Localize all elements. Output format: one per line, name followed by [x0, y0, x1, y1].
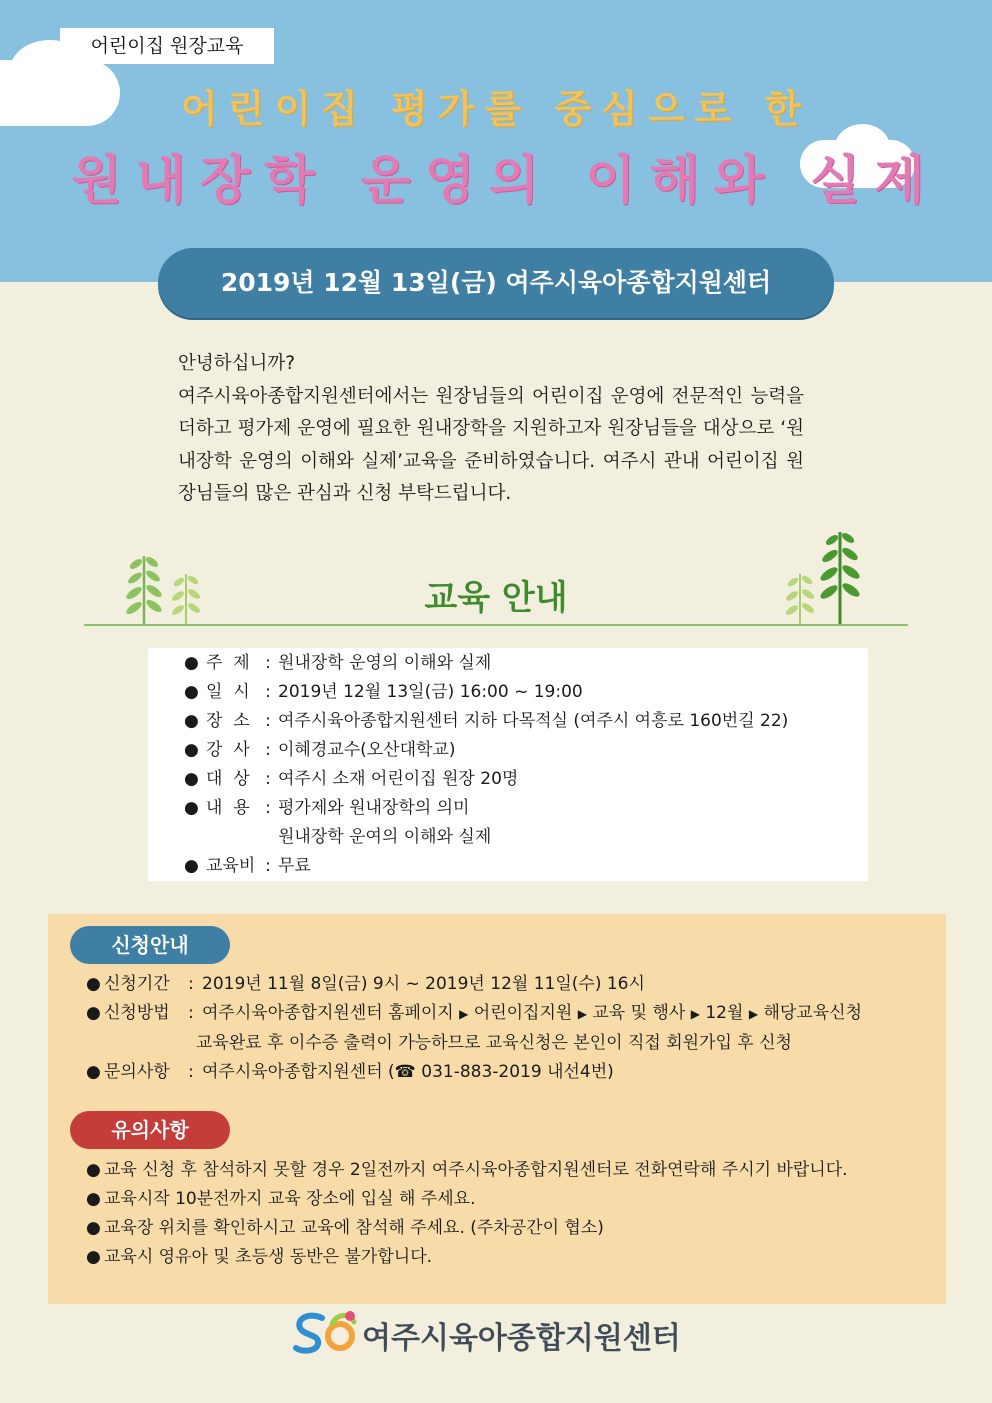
info-row-topic — [184, 649, 491, 678]
bullet-icon: ● — [184, 653, 199, 673]
method-step: 교육 및 행사 — [592, 1003, 686, 1023]
note-item — [86, 1155, 848, 1185]
note-text: 교육장 위치를 확인하시고 교육에 참석해 주세요. (주차공간이 협소) — [104, 1218, 604, 1238]
arrow-right-icon: ▶ — [459, 1007, 469, 1021]
info-label: 대 상 — [206, 769, 250, 789]
info-colon: : — [265, 740, 271, 760]
method-step: 어린이집지원 — [473, 1003, 573, 1023]
bullet-icon: ● — [184, 740, 199, 760]
method-step: 12월 — [705, 1003, 744, 1023]
info-colon: : — [265, 682, 271, 702]
apply-row-period — [86, 969, 645, 999]
arrow-right-icon: ▶ — [577, 1007, 587, 1021]
bullet-icon: ● — [184, 798, 199, 818]
apply-colon: : — [188, 974, 194, 994]
info-value: 무료 — [278, 856, 311, 876]
divider-line — [84, 624, 908, 626]
info-row-datetime — [184, 678, 583, 707]
info-label: 교육비 — [206, 856, 256, 876]
info-value: 원내장학 운영의 이해와 실제 — [278, 653, 492, 673]
info-row-content — [184, 794, 469, 823]
apply-label: 문의사항 — [104, 1062, 170, 1082]
bullet-icon: ● — [184, 769, 199, 789]
date-venue-banner: 2019년 12월 13일(금) 여주시육아종합지원센터 — [158, 248, 834, 318]
apply-label: 신청기간 — [104, 974, 170, 994]
info-colon: : — [265, 711, 271, 731]
bullet-icon: ● — [86, 1189, 101, 1209]
apply-value: 여주시육아종합지원센터 (☎ 031-883-2019 내선4번) — [202, 1062, 614, 1082]
application-pill: 신청안내 — [70, 926, 230, 964]
intro-text — [178, 348, 804, 511]
bullet-icon: ● — [86, 1247, 101, 1267]
info-label: 장 소 — [206, 711, 250, 731]
apply-row-contact — [86, 1057, 614, 1087]
info-row-fee — [184, 852, 311, 881]
apply-row-method — [86, 998, 862, 1029]
center-name: 여주시육아종합지원센터 — [362, 1321, 681, 1356]
apply-colon: : — [188, 1003, 194, 1023]
info-value: 2019년 12월 13일(금) 16:00 ~ 19:00 — [278, 682, 583, 702]
info-label: 강 사 — [206, 740, 250, 760]
note-item — [86, 1213, 604, 1243]
info-value: 이혜경교수(오산대학교) — [278, 740, 456, 760]
title-line2: 원내장학 운영의 이해와 실제 — [71, 151, 939, 211]
bullet-icon: ● — [184, 711, 199, 731]
note-text: 교육시작 10분전까지 교육 장소에 입실 해 주세요. — [104, 1189, 476, 1209]
center-logo-icon — [292, 1308, 362, 1358]
info-label: 내 용 — [206, 798, 250, 818]
education-info-box — [148, 648, 868, 881]
note-item — [86, 1184, 475, 1214]
intro-greeting: 안녕하십니까? — [178, 353, 296, 374]
section-title-education: 교육 안내 — [424, 578, 568, 618]
info-colon: : — [265, 856, 271, 876]
info-value: 여주시육아종합지원센터 지하 다목적실 (여주시 여흥로 160번길 22) — [278, 711, 789, 731]
note-text: 교육시 영유아 및 초등생 동반은 불가합니다. — [104, 1247, 433, 1267]
bullet-icon: ● — [184, 682, 199, 702]
info-colon: : — [265, 798, 271, 818]
notes-pill: 유의사항 — [70, 1111, 230, 1149]
apply-note: 교육완료 후 이수증 출력이 가능하므로 교육신청은 본인이 직접 회원가입 후 신청 — [196, 1033, 792, 1053]
bullet-icon: ● — [86, 1062, 101, 1082]
info-row-lecturer — [184, 736, 455, 765]
bullet-icon: ● — [86, 1160, 101, 1180]
info-colon: : — [265, 769, 271, 789]
intro-body: 여주시육아종합지원센터에서는 원장님들의 어린이집 운영에 전문적인 능력을 더하고 평가제 운영에 필요한 원내장학을 지원하고자 원장님들을 대상으로 ‘원내장학 운영의 이해와 실제’교육을 준비하였습니다. 여주시 관내 어린이집 원장님들의 많은 관심과 신청 부탁드립니다. — [178, 385, 804, 504]
info-value: 원내장학 운여의 이해와 실제 — [278, 827, 492, 847]
apply-label: 신청방법 — [104, 1003, 170, 1023]
arrow-right-icon: ▶ — [748, 1007, 759, 1021]
bullet-icon: ● — [184, 856, 199, 876]
arrow-right-icon: ▶ — [690, 1007, 700, 1021]
info-label: 주 제 — [206, 653, 250, 673]
bullet-icon: ● — [86, 974, 101, 994]
info-row-target — [184, 765, 518, 794]
info-label: 일 시 — [206, 682, 250, 702]
apply-row-method-note — [196, 1028, 792, 1058]
apply-value: 2019년 11월 8일(금) 9시 ~ 2019년 12월 11일(수) 16시 — [202, 974, 645, 994]
bullet-icon: ● — [86, 1218, 101, 1238]
info-row-content-2 — [184, 823, 491, 852]
info-colon: : — [265, 653, 271, 673]
header-tag: 어린이집 원장교육 — [60, 28, 274, 64]
note-item — [86, 1242, 432, 1272]
info-row-place — [184, 707, 788, 736]
title-line1: 어린이집 평가를 중심으로 한 — [180, 87, 812, 131]
info-value: 여주시 소재 어린이집 원장 20명 — [278, 769, 519, 789]
method-step: 여주시육아종합지원센터 홈페이지 — [202, 1003, 454, 1023]
apply-colon: : — [188, 1062, 194, 1082]
note-text: 교육 신청 후 참석하지 못할 경우 2일전까지 여주시육아종합지원센터로 전화연락해 주시기 바랍니다. — [104, 1160, 848, 1180]
method-step: 해당교육신청 — [763, 1003, 862, 1023]
bullet-icon: ● — [86, 1003, 101, 1023]
info-value: 평가제와 원내장학의 의미 — [278, 798, 470, 818]
